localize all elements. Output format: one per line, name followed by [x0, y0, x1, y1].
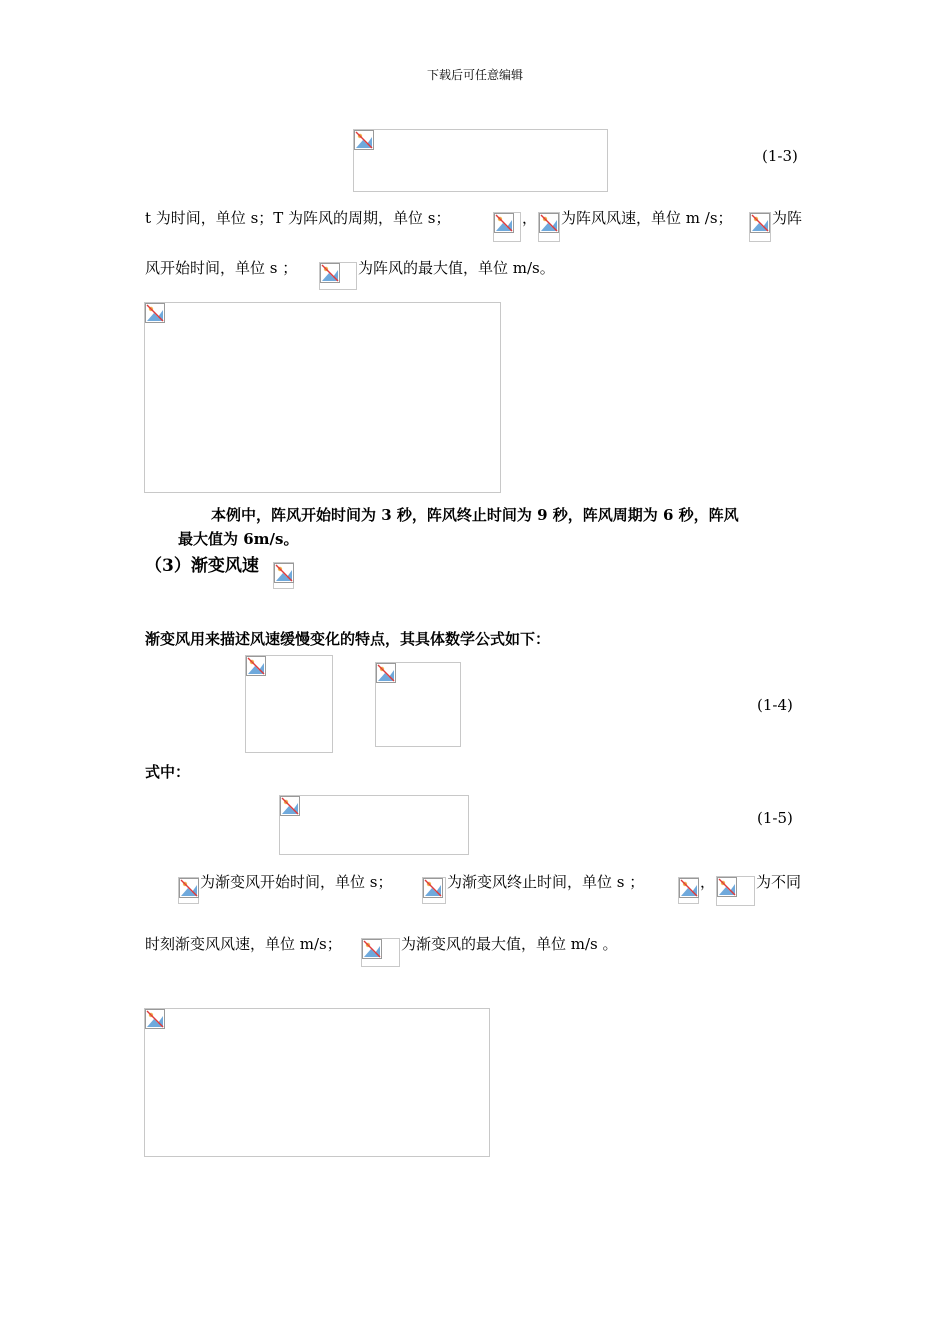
broken-image-icon — [376, 663, 396, 683]
broken-image-icon — [145, 303, 165, 323]
para2-line2-text-b: 为渐变风的最大值，单位 m/s 。 — [401, 935, 618, 953]
gust-wind-figure-image — [144, 302, 501, 493]
para2-line2-text-a: 时刻渐变风风速，单位 m/s； — [145, 935, 342, 953]
broken-image-icon — [320, 263, 340, 283]
broken-image-icon — [423, 878, 443, 898]
broken-image-icon — [145, 1009, 165, 1029]
equation-1-4-number: (1-4) — [757, 696, 793, 714]
equation-1-5-image — [279, 795, 469, 855]
broken-image-icon — [750, 213, 770, 233]
example-line2: 最大值为 6m/s。 — [178, 530, 299, 548]
broken-image-icon — [354, 130, 374, 150]
para2-line1-comma: ， — [700, 873, 716, 891]
broken-image-icon — [362, 939, 382, 959]
inline-symbol-image — [749, 212, 771, 242]
inline-symbol-image — [493, 212, 521, 242]
broken-image-icon — [539, 213, 559, 233]
section-3-heading: （3）渐变风速 — [145, 556, 259, 576]
broken-image-icon — [280, 796, 300, 816]
broken-image-icon — [494, 213, 514, 233]
ramp-intro: 渐变风用来描述风速缓慢变化的特点，其具体数学公式如下： — [145, 630, 551, 648]
equation-1-5-number: (1-5) — [757, 809, 793, 827]
inline-symbol-image — [178, 877, 199, 904]
para1-line1-text-a: t 为时间，单位 s；T 为阵风的周期，单位 s； — [145, 209, 451, 227]
para1-line2-text-a: 风开始时间，单位 s ； — [145, 259, 298, 277]
example-line1: 本例中，阵风开始时间为 3 秒，阵风终止时间为 9 秒，阵风周期为 6 秒，阵风 — [211, 506, 739, 524]
equation-1-4-image-left — [245, 655, 333, 753]
para2-line1-text-a: 为渐变风开始时间，单位 s； — [200, 873, 393, 891]
page-header: 下载后可任意编辑 — [426, 68, 523, 82]
para2-line1-text-b: 为渐变风终止时间，单位 s ； — [447, 873, 645, 891]
inline-symbol-image — [678, 877, 699, 904]
inline-symbol-image — [422, 877, 446, 904]
inline-symbol-image — [538, 212, 560, 242]
para1-line1-text-c: 为阵 — [772, 209, 803, 227]
equation-1-3-number: (1-3) — [762, 147, 798, 165]
inline-symbol-image — [361, 938, 400, 967]
inline-symbol-image — [716, 876, 755, 906]
broken-image-icon — [246, 656, 266, 676]
para2-line1-text-c: 为不同 — [756, 873, 802, 891]
broken-image-icon — [179, 878, 199, 898]
para1-line1-text-b: 为阵风风速，单位 m /s； — [561, 209, 733, 227]
inline-symbol-image — [319, 262, 357, 290]
where-label: 式中： — [145, 763, 191, 781]
equation-1-4-image-right — [375, 662, 461, 747]
para1-line1-comma: ， — [522, 209, 538, 227]
broken-image-icon — [274, 563, 294, 583]
ramp-wind-figure-image — [144, 1008, 490, 1157]
broken-image-icon — [717, 877, 737, 897]
inline-symbol-image — [273, 562, 294, 589]
para1-line2-text-b: 为阵风的最大值，单位 m/s。 — [358, 259, 555, 277]
equation-1-3-image — [353, 129, 608, 192]
broken-image-icon — [679, 878, 699, 898]
